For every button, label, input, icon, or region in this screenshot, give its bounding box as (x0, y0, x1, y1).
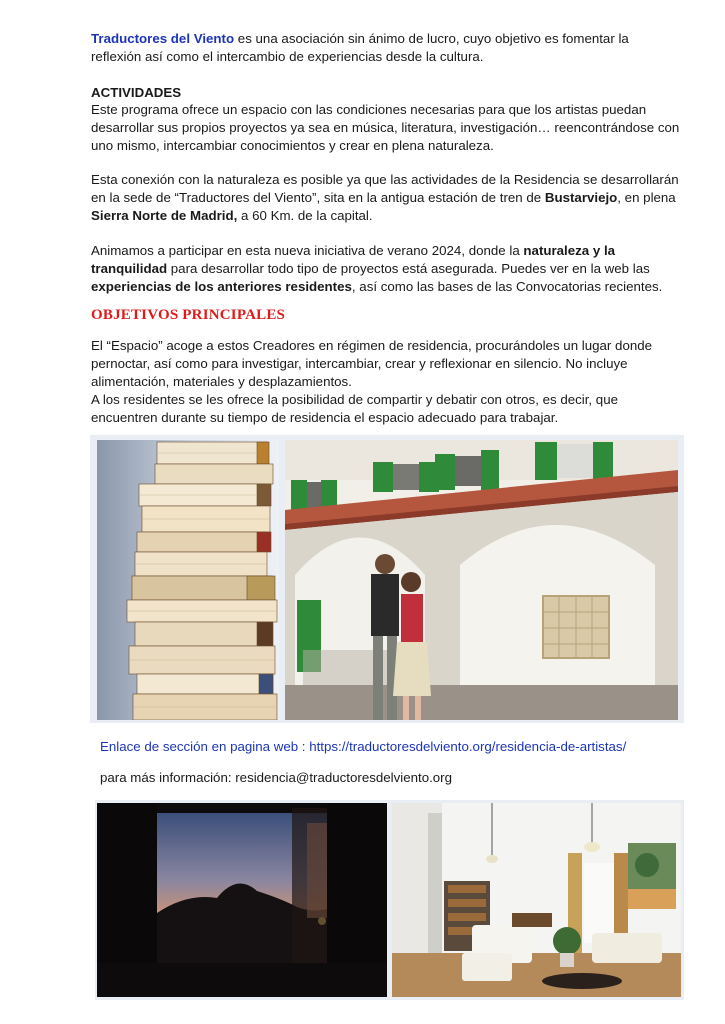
org-name: Traductores del Viento (91, 31, 235, 46)
actividades-paragraph-2: Esta conexión con la naturaleza es posible ya que las actividades de la Residencia se desarrollarán en la sede de “Traductores del Viento”, sita en la antigua estación de tren de Bustarviejo, en plena Sierra Norte de Madrid, a 60 Km. de la capital. (91, 172, 679, 223)
station-building-photo (285, 440, 678, 720)
location-sierra: Sierra Norte de Madrid, (91, 208, 238, 223)
living-room-photo (392, 803, 681, 997)
intro-paragraph (91, 30, 681, 66)
info-email[interactable]: para más información: residencia@traductoresdelviento.org (100, 770, 453, 785)
experiencias-residentes: experiencias de los anteriores residentes (91, 279, 352, 294)
objetivos-paragraph-1: El “Espacio” acoge a estos Creadores en régimen de residencia, procurándoles un lugar donde pernoctar, así como para investigar, intercambiar, crear y reflexionar en silencio. No incluye alimentación, materiales y desplazamientos. (91, 338, 653, 389)
location-bustarviejo: Bustarviejo (544, 190, 618, 205)
sunset-window-photo (97, 803, 387, 997)
objetivos-heading: OBJETIVOS PRINCIPALES (91, 307, 286, 323)
books-photo (97, 440, 279, 720)
section-link[interactable]: Enlace de sección en pagina web : https://traductoresdelviento.org/residencia-de-artistas/ (100, 739, 627, 754)
intro-text: es una asociación sin ánimo de lucro, cuyo objetivo es fomentar la reflexión así como el intercambio de experiencias desde la cultura. (91, 31, 629, 64)
objetivos-paragraph-2: A los residentes se les ofrece la posibilidad de compartir y debatir con otros, es decir, que encuentren durante su tiempo de residencia el espacio adecuado para trabajar. (91, 392, 618, 425)
actividades-paragraph-1: Este programa ofrece un espacio con las condiciones necesarias para que los artistas puedan desarrollar sus propios proyectos ya sea en música, literatura, investigación… reencontrándose con uno mismo, intercambiar conocimientos y crear en plena naturaleza. (91, 102, 680, 153)
actividades-paragraph-3: Animamos a participar en esta nueva iniciativa de verano 2024, donde la naturaleza y la tranquilidad para desarrollar todo tipo de proyectos está asegurada. Puedes ver en la web las experiencias de los anteriores residentes, así como las bases de las Convocatorias recientes. (91, 243, 663, 294)
actividades-heading: ACTIVIDADES (91, 85, 182, 100)
